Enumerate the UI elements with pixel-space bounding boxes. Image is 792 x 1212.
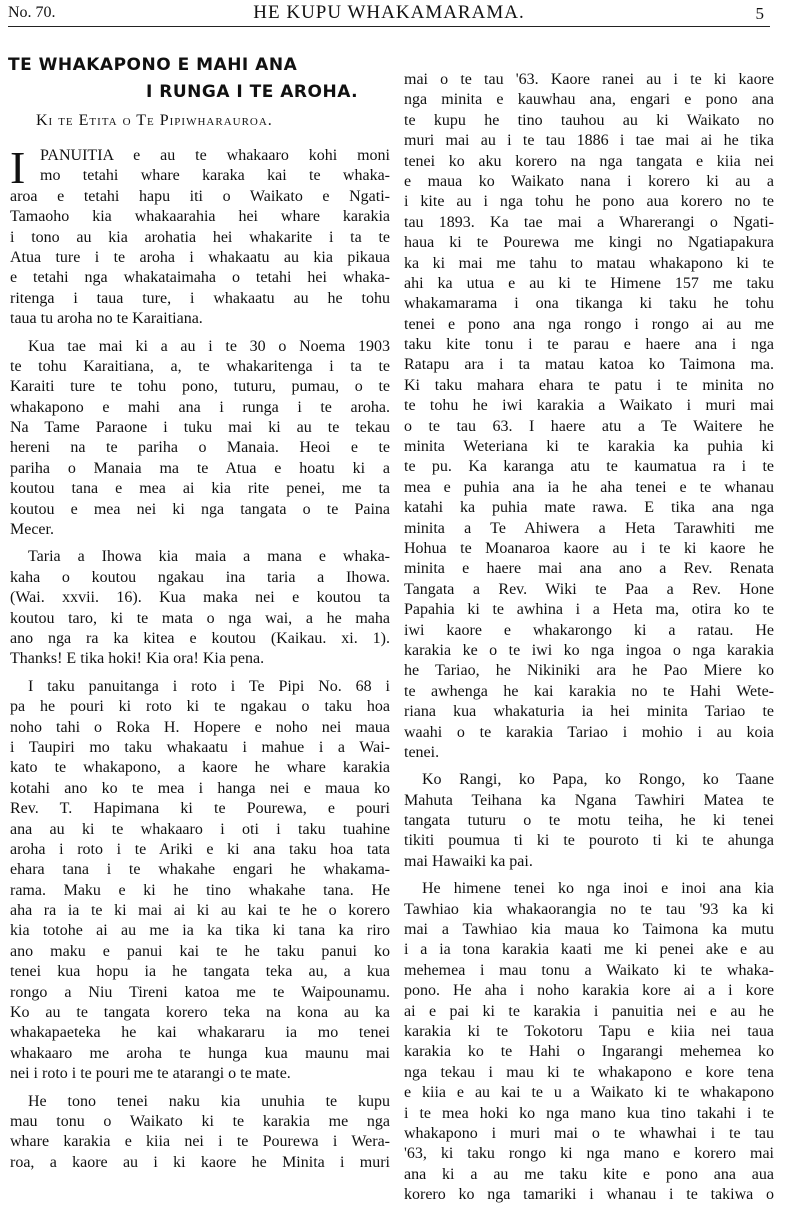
- paragraph: [404, 770, 774, 872]
- text-line: ano nga ra ka kitea e koutou (Kaikau. xi. 1).: [10, 629, 390, 647]
- text-line: Hohua te Moanaroa kaore au i te ki kaore he: [404, 539, 774, 557]
- text-line: Mecer.: [10, 521, 54, 539]
- text-line: Ki taku mahara ehara te patu i te minita no: [404, 376, 774, 394]
- right-column: [404, 70, 774, 1212]
- text-line: Ratapu ara i ta matau katoa ko Taimona ma.: [404, 356, 774, 374]
- text-line: pono. He aha i noho karakia kore ai a i kore: [404, 982, 774, 1000]
- text-line: He tono tenei naku kia unuhia te kupu: [28, 1092, 390, 1110]
- text-line: aroa e tetahi hapu iti o Waikato e Ngati-: [10, 187, 390, 205]
- paragraph: [10, 1092, 390, 1174]
- paragraph: [404, 70, 774, 763]
- text-line: i tono au kia arohatia hei whakarite i ta te: [10, 228, 390, 246]
- text-line: iwi kaore e whakarongo ki a ratau. He: [404, 621, 774, 639]
- paragraph: [10, 677, 390, 1085]
- text-line: i Taupiri mo taku whakaatu i mahue i a Wai-: [10, 738, 390, 756]
- text-line: koutou tana e mea ai kia rite penei, me ta: [10, 480, 390, 498]
- text-line: katahi ka puhia mate rawa. E tika ana nga: [404, 499, 774, 517]
- text-line: i a ia tona karakia kaati me ki penei ake e au: [404, 941, 774, 959]
- text-line: I taku panuitanga i roto i Te Pipi No. 68 i: [28, 677, 390, 695]
- drop-cap: I: [10, 142, 26, 193]
- text-line: aroha i roto i te Ariki e ki ana taku hoa tata: [10, 840, 390, 858]
- text-line: Atua ture i te aroha i whakaatu au kia pikaua: [10, 248, 390, 266]
- page-number: 5: [755, 4, 764, 23]
- article-title-line-1: TE WHAKAPONO E MAHI ANA: [8, 55, 298, 75]
- text-line: i kite au i nga tohu he pono aua korero no te: [404, 193, 774, 211]
- text-line: tikiti poumua ti ki te pouroto ti ki te ahunga: [404, 832, 774, 850]
- text-line: whakapaeteka he kai whakararu ia mo tenei: [10, 1024, 390, 1042]
- text-line: i te mea hoki ko nga mano kua tino takahi i te: [404, 1104, 774, 1122]
- text-line: whakaaro me aroha te hunga kua maunu mai: [10, 1044, 390, 1062]
- text-line: Karaiti ture te tohu pono, tuturu, pumau, o te: [10, 378, 390, 396]
- text-line: muri mai au i te tau 1886 i tae mai ai he tika: [404, 132, 774, 150]
- text-line: korero ko nga tamariki i whanau i te takiwa o: [404, 1186, 774, 1204]
- text-line: PANUITIA e au te whakaaro kohi moni: [40, 147, 390, 164]
- text-line: tenei kua hopu ia he tangata teka au, a kua: [10, 963, 390, 981]
- text-line: te tohu he iwi karakia a Waikato i muri mai: [404, 397, 774, 415]
- text-line: mea e puhia ana ia he aha tenei e te whanau: [404, 478, 774, 496]
- text-line: Na Tame Paraone i tuku mai ki au te tekau: [10, 419, 390, 437]
- text-line: taua tu aroha no te Karaitiana.: [10, 310, 203, 328]
- text-line: mai Hawaiki ka pai.: [404, 852, 533, 870]
- text-line: waahi o te karakia Tariao i mohio i au koia: [404, 723, 774, 741]
- text-line: roa, a kaore au i ki kaore he Minita i muri: [10, 1153, 390, 1171]
- text-line: minita e haere mai ana ano a Rev. Renata: [404, 560, 774, 578]
- text-line: whakamarama i ona tikanga ki taku he tohu: [404, 295, 774, 313]
- text-line: Kua tae mai ki a au i te 30 o Noema 1903: [28, 337, 390, 355]
- text-line: nei i roto i te pouri me te atarangi o te mate.: [10, 1065, 291, 1083]
- text-line: hereni na te pariha o Manaia. Heoi e te: [10, 439, 390, 457]
- text-line: mai o te tau '63. Kaore ranei au i te ki kaore: [404, 71, 774, 88]
- text-line: aha ra ia te ki mai ai ki au kai te he o korero: [10, 902, 390, 920]
- text-line: whakapono i muri mai o te whawhai i te tau: [404, 1124, 774, 1142]
- article-title: [8, 52, 388, 106]
- text-line: He himene tenei ko nga inoi e inoi ana kia: [422, 880, 774, 898]
- text-line: te pu. Ka karanga atu te kaumatua ra i te: [404, 458, 774, 476]
- text-line: pa he pouri ki roto ki te ngakau o taku hoa: [10, 698, 390, 716]
- text-line: Tangata a Rev. Wiki te Paa a Rev. Hone: [404, 580, 774, 598]
- text-line: tenei e pono ana nga rongo i rongo ai au me: [404, 315, 774, 333]
- text-line: o te tau 63. I haere atu a Te Waitere he: [404, 417, 774, 435]
- text-line: tau 1893. Ka tae mai a Wharerangi o Ngati-: [404, 213, 774, 231]
- text-line: ana ki a au me taku kite e pono ana aua: [404, 1165, 774, 1183]
- running-title: HE KUPU WHAKAMARAMA.: [253, 2, 525, 23]
- text-line: nga minita e kauwhau ana, engari e pono ana: [404, 91, 774, 109]
- text-line: (Wai. xxvii. 16). Kua maka nei e koutou ta: [10, 589, 390, 607]
- text-line: kotahi ano ko te mea i hanga nei e maua ko: [10, 779, 390, 797]
- text-line: Papahia ki te awhina i a Heta ma, otira ko te: [404, 601, 774, 619]
- text-line: ritenga i taua ture, i whakaatu au he tohu: [10, 289, 390, 307]
- text-line: mai a Tawhiao kia maua ko Taimona ka mutu: [404, 921, 774, 939]
- text-line: Tawhiao kia whakaorangia no te tau '93 ka ki: [404, 900, 774, 918]
- text-line: karakia ki te Tokotoru Tapu e kiia nei taua: [404, 1022, 774, 1040]
- text-line: karakia ko te Hahi o Ingarangi mehemea ko: [404, 1043, 774, 1061]
- text-line: ana au ki te whakaaro i oti i taku tuahine: [10, 820, 390, 838]
- text-line: mehemea i mau tonu a Waikato ki te whaka-: [404, 961, 774, 979]
- text-line: Rev. T. Hapimana ki te Pourewa, e pouri: [10, 800, 390, 818]
- text-line: koutou taro, ki te mata o nga wai, a he maha: [10, 609, 390, 627]
- text-line: mau tonu o Waikato ki te karakia me nga: [10, 1112, 390, 1130]
- text-line: kaha o koutou ngakau ina taria a Ihowa.: [10, 568, 390, 586]
- text-line: whakapono e mahi ana i runga i te aroha.: [10, 398, 390, 416]
- page-header: [8, 2, 770, 27]
- text-line: mo tetahi whare karaka kai te whaka-: [40, 167, 390, 185]
- paragraph: [10, 547, 390, 669]
- text-line: rama. Maku e ki he tino whakahe tana. He: [10, 881, 390, 899]
- text-line: minita Weteriana ki te karakia ka puhia ki: [404, 438, 774, 456]
- text-line: tangata tuturu o te motu teiha, he ki tenei: [404, 812, 774, 830]
- text-line: e tetahi nga whakataimaha o tetahi hei whaka-: [10, 269, 390, 287]
- text-line: karakia ke o te iwi ko nga ingoa o nga karakia: [404, 641, 774, 659]
- text-line: pariha o Manaia ma te Atua e hoatu ki a: [10, 459, 390, 477]
- text-line: ai e pai ki te karakia i panuitia nei e au he: [404, 1002, 774, 1020]
- text-line: Tamaoho kia whakaarahia hei whare karakia: [10, 208, 390, 226]
- paragraph: [10, 337, 390, 541]
- text-line: noho tahi o Roka H. Hopere e noho nei maua: [10, 718, 390, 736]
- text-line: te kupu he tino tauhou au ki Waikato no: [404, 111, 774, 129]
- text-line: taku kite tonu i te parau e haere ana i nga: [404, 336, 774, 354]
- text-line: rongo a Niu Tireni katoa me te Waipounamu.: [10, 983, 390, 1001]
- left-column: [10, 142, 390, 1180]
- text-line: kato te whakapono, a kaore he whare karakia: [10, 759, 390, 777]
- text-line: haua ki te Pourewa me kingi no Ngatiapakura: [404, 234, 774, 252]
- text-line: kia totohe ai au me ia ka tika ki tana ka riro: [10, 922, 390, 940]
- text-line: te tohu Karaitiana, a, te whakaritenga i ta te: [10, 357, 390, 375]
- text-line: te awhenga he kai karakia no te Hahi Wete-: [404, 682, 774, 700]
- text-line: Thanks! E tika hoki! Kia ora! Kia pena.: [10, 650, 265, 668]
- text-line: tenei ko aku korero na nga tangata e kiia nei: [404, 152, 774, 170]
- text-line: ehara tana i te whakahe engari he whakama-: [10, 861, 390, 879]
- paragraph: [404, 879, 774, 1205]
- text-line: minita a Te Ahiwera a Heta Tarawhiti me: [404, 519, 774, 537]
- text-line: e maua ko Waikato nana i korero ki au a: [404, 172, 774, 190]
- issue-number: No. 70.: [8, 4, 56, 21]
- text-line: Ko Rangi, ko Papa, ko Rongo, ko Taane: [422, 771, 774, 789]
- text-line: ka ki mai me tahu to matau whakapono ki te: [404, 254, 774, 272]
- text-line: nga tekau i mau ki te whakapono e kore tena: [404, 1063, 774, 1081]
- text-line: he Tariao, he Nikiniki ara he Pao Miere ko: [404, 662, 774, 680]
- text-line: ano maku e panui kai te he taku panui ko: [10, 942, 390, 960]
- text-line: e kiia e au kai te u a Waikato ki te whakapono: [404, 1084, 774, 1102]
- text-line: riana kua whakaturia ia hei minita Tariao te: [404, 703, 774, 721]
- article-subtitle: Ki te Etita o Te Pipiwharauroa.: [36, 112, 273, 129]
- paragraph: [10, 142, 390, 330]
- text-line: koutou e mea nei ki nga tangata o te Paina: [10, 500, 390, 518]
- text-line: Mahuta Teihana ka Ngana Tawhiri Matea te: [404, 791, 774, 809]
- text-line: Taria a Ihowa kia maia a mana e whaka-: [28, 548, 390, 566]
- text-line: Ko au te tangata korero teka na kona au ka: [10, 1004, 390, 1022]
- text-line: tenei.: [404, 743, 440, 761]
- text-line: ahi ka utua e au ki te Himene 157 me taku: [404, 274, 774, 292]
- text-line: whare karakia e kiia nei i te Pourewa i Wera-: [10, 1133, 390, 1151]
- article-title-line-2: I RUNGA I TE AROHA.: [146, 82, 359, 102]
- text-line: '63, ki taku rongo ki nga mano e korero mai: [404, 1145, 774, 1163]
